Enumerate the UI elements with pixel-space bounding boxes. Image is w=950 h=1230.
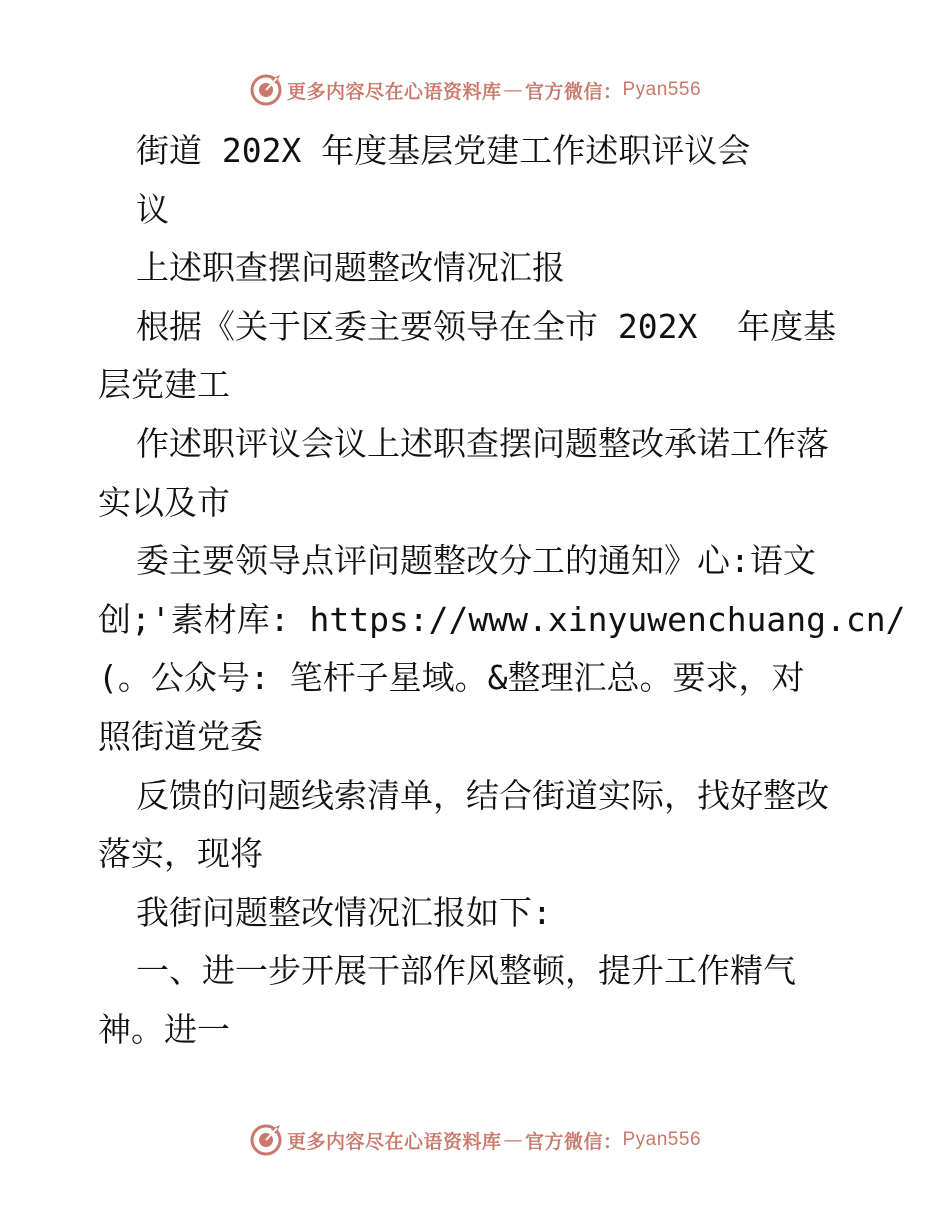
text-line: (。公众号: 笔杆子星域。&整理汇总。要求，对: [98, 658, 805, 698]
banner-site-text: 更多内容尽在心语资料库: [286, 80, 502, 103]
banner-wechat-id: Pyan556: [622, 1129, 702, 1150]
text-line: 委主要领导点评问题整改分工的通知》心:语文: [136, 541, 816, 581]
banner-dash: —: [503, 79, 523, 101]
banner-dash: —: [503, 1129, 523, 1151]
text-line: 照街道党委: [98, 716, 263, 756]
text-line: 我街问题整改情况汇报如下:: [136, 892, 552, 932]
text-line: 议: [136, 189, 169, 229]
text-line: 上述职查摆问题整改情况汇报: [136, 248, 565, 288]
text-line: 层党建工: [98, 365, 230, 405]
text-line: 作述职评议会议上述职查摆问题整改承诺工作落: [136, 423, 829, 463]
banner-wechat-label: 官方微信：: [524, 80, 623, 103]
banner-site-text: 更多内容尽在心语资料库: [286, 1130, 502, 1153]
text-line: 神。进一: [98, 1009, 230, 1049]
text-line: 街道 202X 年度基层党建工作述职评议会: [136, 131, 751, 170]
text-line: 实以及市: [98, 482, 230, 522]
document-body: [98, 122, 906, 1060]
footer-watermark-banner: [0, 1120, 950, 1160]
text-line: 一、进一步开展干部作风整顿，提升工作精气: [136, 951, 796, 991]
banner-wechat-id: Pyan556: [622, 79, 702, 100]
pen-logo-icon: [249, 1123, 283, 1157]
text-line: 创;'素材库: https://www.xinyuwenchuang.cn/: [98, 599, 906, 639]
banner-wechat-label: 官方微信：: [524, 1130, 623, 1153]
text-line: 反馈的问题线索清单，结合街道实际，找好整改: [136, 775, 829, 815]
pen-logo-icon: [249, 73, 283, 107]
header-watermark-banner: [0, 70, 950, 110]
text-line: 根据《关于区委主要领导在全市 202X 年度基: [136, 306, 837, 346]
text-line: 落实，现将: [98, 834, 263, 874]
